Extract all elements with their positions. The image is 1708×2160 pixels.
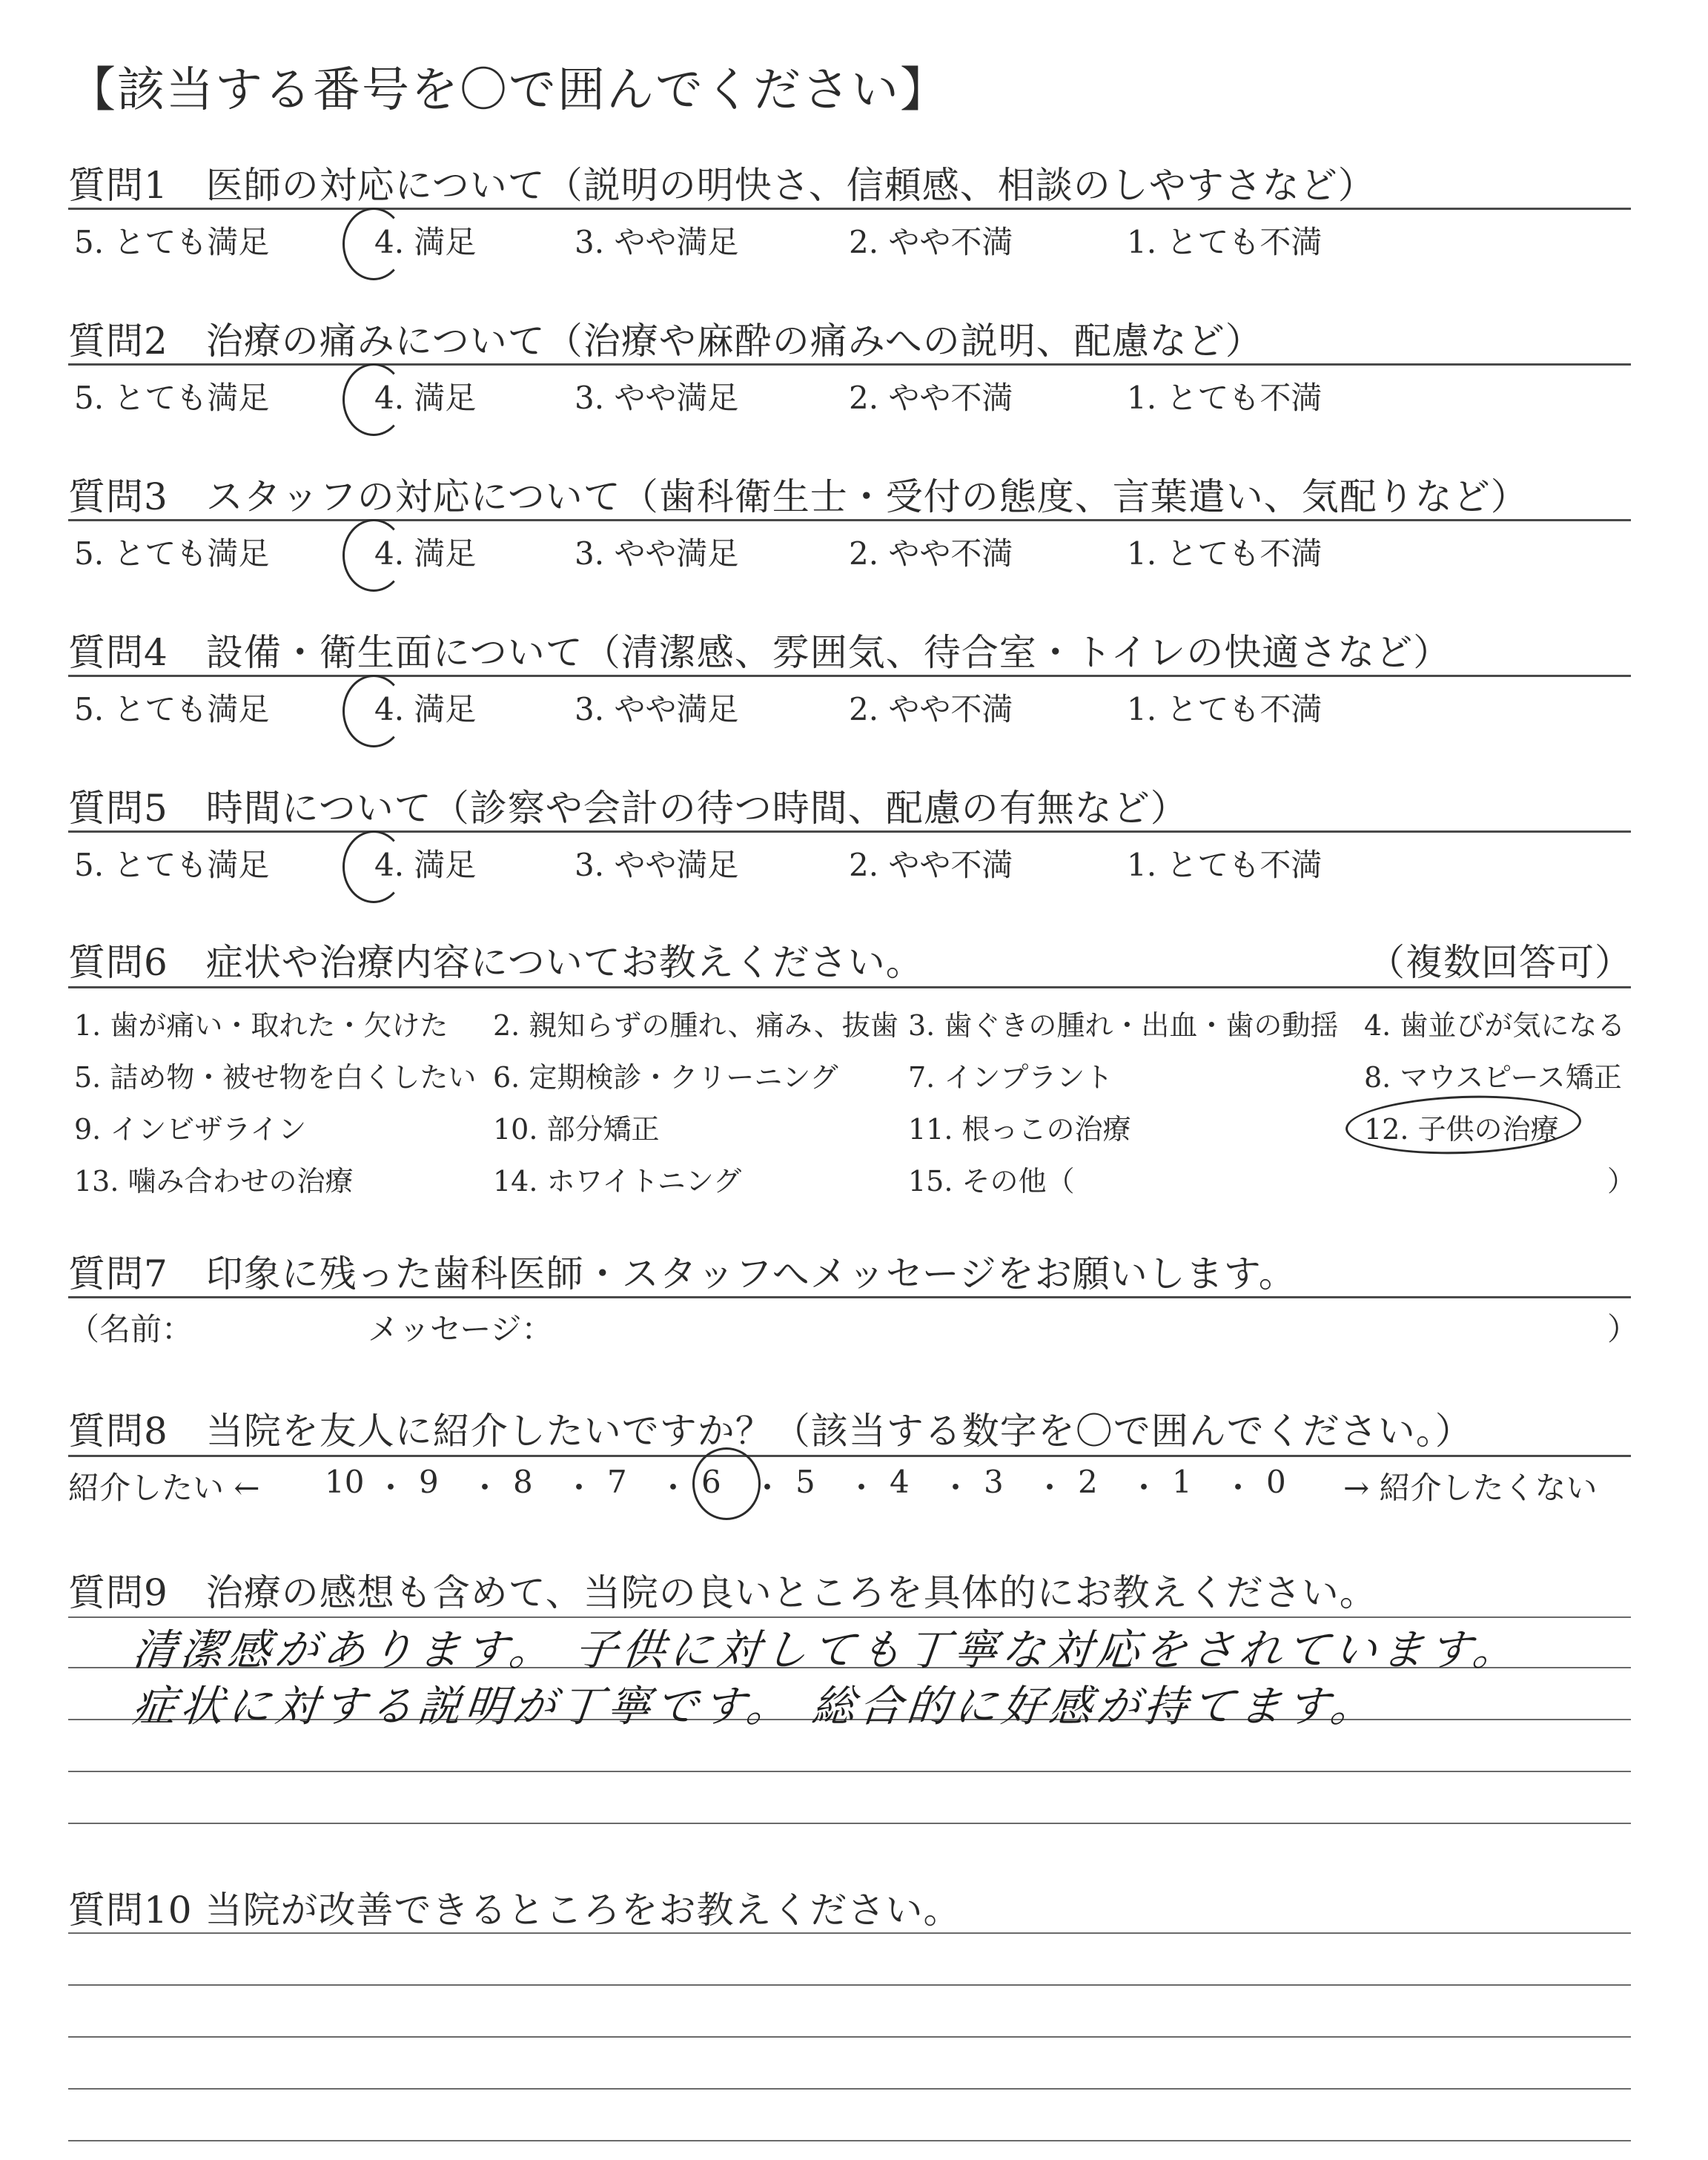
q6-option[interactable]: 14. ホワイトニング (493, 1165, 742, 1198)
q8-title: 質問8 当院を友人に紹介したいですか？（該当する数字を〇で囲んでください。） (68, 1410, 1473, 1453)
q6-option[interactable]: 11. 根っこの治療 (908, 1113, 1131, 1146)
q8-scale-separator: ・ (752, 1470, 784, 1506)
q6-option[interactable]: 6. 定期検診・クリーニング (493, 1061, 838, 1094)
q8-scale-separator: ・ (1034, 1470, 1066, 1506)
q1-selection-circle (342, 208, 405, 280)
q10-line-1 (68, 1932, 1631, 1934)
q8-scale-number[interactable]: 3 (984, 1464, 1004, 1500)
q1-option[interactable]: 3. やや満足 (575, 224, 739, 260)
q5-option[interactable]: 5. とても満足 (74, 847, 270, 883)
q5-option[interactable]: 4. 満足 (374, 847, 477, 883)
q8-scale-number[interactable]: 2 (1078, 1464, 1098, 1500)
q6-option[interactable]: 2. 親知らずの腫れ、痛み、抜歯 (493, 1009, 898, 1042)
q3-title: 質問3 スタッフの対応について（歯科衛生士・受付の態度、言葉遣い、気配りなど） (68, 475, 1529, 518)
q6-option[interactable]: 4. 歯並びが気になる (1364, 1009, 1626, 1042)
q3-option[interactable]: 3. やや満足 (575, 535, 739, 572)
q2-selection-circle (342, 363, 405, 436)
q8-scale-separator: ・ (469, 1470, 501, 1506)
q8-scale-number[interactable]: 1 (1172, 1464, 1192, 1500)
q6-title: 質問6 症状や治療内容についてお教えください。 (68, 941, 924, 984)
q6-option[interactable]: ） (1607, 1165, 1636, 1198)
q3-option[interactable]: 1. とても不満 (1127, 535, 1323, 572)
q5-selection-circle (342, 830, 405, 903)
q3-option[interactable]: 2. やや不満 (849, 535, 1013, 572)
q8-scale-number[interactable]: 7 (607, 1464, 627, 1500)
q4-option[interactable]: 1. とても不満 (1127, 691, 1323, 727)
q4-selection-circle (342, 675, 405, 747)
q6-rule (68, 986, 1631, 988)
q8-scale-number[interactable]: 4 (890, 1464, 910, 1500)
q3-rule (68, 519, 1631, 521)
q6-option[interactable]: 9. インビザライン (74, 1113, 307, 1146)
q10-line-3 (68, 2036, 1631, 2038)
q8-scale-separator: ・ (1128, 1470, 1160, 1506)
q8-scale-separator: ・ (563, 1470, 595, 1506)
q2-rule (68, 363, 1631, 366)
q8-left-label: 紹介したい ← (68, 1470, 260, 1506)
q10-line-5 (68, 2140, 1631, 2141)
q1-option[interactable]: 5. とても満足 (74, 224, 270, 260)
q1-rule (68, 208, 1631, 210)
q2-option[interactable]: 4. 満足 (374, 380, 477, 416)
q8-scale-number[interactable]: 9 (419, 1464, 439, 1500)
q9-title: 質問9 治療の感想も含めて、当院の良いところを具体的にお教えください。 (68, 1571, 1377, 1614)
q9-handwritten-line-1: 清潔感があります。 子供に対しても丁寧な対応をされています。 (130, 1625, 1523, 1675)
q8-scale-number[interactable]: 5 (795, 1464, 815, 1500)
q10-line-2 (68, 1984, 1631, 1986)
q4-option[interactable]: 5. とても満足 (74, 691, 270, 727)
q10-line-4 (68, 2088, 1631, 2090)
q8-selection-circle (692, 1447, 761, 1520)
q8-scale-separator: ・ (940, 1470, 972, 1506)
q7-close-paren: ） (1607, 1311, 1639, 1347)
q3-option[interactable]: 5. とても満足 (74, 535, 270, 572)
q4-option[interactable]: 4. 満足 (374, 691, 477, 727)
q8-scale-number[interactable]: 6 (701, 1464, 721, 1500)
form-header: 【該当する番号を〇で囲んでください】 (68, 63, 949, 118)
q5-option[interactable]: 3. やや満足 (575, 847, 739, 883)
q5-option[interactable]: 1. とても不満 (1127, 847, 1323, 883)
q4-rule (68, 675, 1631, 677)
q8-scale-number[interactable]: 8 (513, 1464, 533, 1500)
q9-handwritten-line-2: 症状に対する説明が丁寧です。 総合的に好感が持てます。 (130, 1681, 1381, 1731)
q5-option[interactable]: 2. やや不満 (849, 847, 1013, 883)
q10-title: 質問10 当院が改善できるところをお教えください。 (68, 1889, 961, 1932)
q3-option[interactable]: 4. 満足 (374, 535, 477, 572)
q6-note: （複数回答可） (1368, 941, 1632, 984)
q1-title: 質問1 医師の対応について（説明の明快さ、信頼感、相談のしやすさなど） (68, 164, 1376, 207)
q2-option[interactable]: 1. とても不満 (1127, 380, 1323, 416)
q6-option[interactable]: 7. インプラント (908, 1061, 1113, 1094)
q1-option[interactable]: 2. やや不満 (849, 224, 1013, 260)
q8-scale-number[interactable]: 0 (1266, 1464, 1286, 1500)
q7-message-label: メッセージ： (368, 1311, 553, 1347)
q1-option[interactable]: 1. とても不満 (1127, 224, 1323, 260)
q8-scale-separator: ・ (658, 1470, 689, 1506)
q1-option[interactable]: 4. 満足 (374, 224, 477, 260)
q9-line-4 (68, 1771, 1631, 1772)
q6-option[interactable]: 5. 詰め物・被せ物を白くしたい (74, 1061, 477, 1094)
q8-scale-number[interactable]: 10 (325, 1464, 365, 1500)
q8-right-label: → 紹介したくない (1343, 1470, 1598, 1506)
q4-option[interactable]: 3. やや満足 (575, 691, 739, 727)
q8-scale-separator: ・ (1222, 1470, 1254, 1506)
q6-option[interactable]: 10. 部分矯正 (493, 1113, 660, 1146)
q6-option[interactable]: 13. 噛み合わせの治療 (74, 1165, 354, 1198)
q2-option[interactable]: 5. とても満足 (74, 380, 270, 416)
q8-rule (68, 1455, 1631, 1457)
q5-title: 質問5 時間について（診察や会計の待つ時間、配慮の有無など） (68, 787, 1188, 830)
q7-rule (68, 1296, 1631, 1298)
q6-option[interactable]: 1. 歯が痛い・取れた・欠けた (74, 1009, 448, 1042)
q4-option[interactable]: 2. やや不満 (849, 691, 1013, 727)
q7-title: 質問7 印象に残った歯科医師・スタッフへメッセージをお願いします。 (68, 1252, 1297, 1295)
q7-name-label: （名前： (68, 1311, 193, 1347)
q6-option[interactable]: 15. その他（ (908, 1165, 1075, 1198)
q3-selection-circle (342, 519, 405, 592)
q2-option[interactable]: 2. やや不満 (849, 380, 1013, 416)
q4-title: 質問4 設備・衛生面について（清潔感、雰囲気、待合室・トイレの快適さなど） (68, 631, 1452, 674)
q2-option[interactable]: 3. やや満足 (575, 380, 739, 416)
q8-scale-separator: ・ (375, 1470, 407, 1506)
q6-option[interactable]: 8. マウスピース矯正 (1364, 1061, 1622, 1094)
q6-selection-circle (1345, 1091, 1583, 1157)
q5-rule (68, 830, 1631, 833)
q6-option[interactable]: 3. 歯ぐきの腫れ・出血・歯の動揺 (908, 1009, 1339, 1042)
q2-title: 質問2 治療の痛みについて（治療や麻酔の痛みへの説明、配慮など） (68, 320, 1263, 363)
q6-option[interactable]: 12. 子供の治療 (1364, 1113, 1559, 1146)
q9-line-5 (68, 1823, 1631, 1824)
q8-scale-separator: ・ (846, 1470, 878, 1506)
